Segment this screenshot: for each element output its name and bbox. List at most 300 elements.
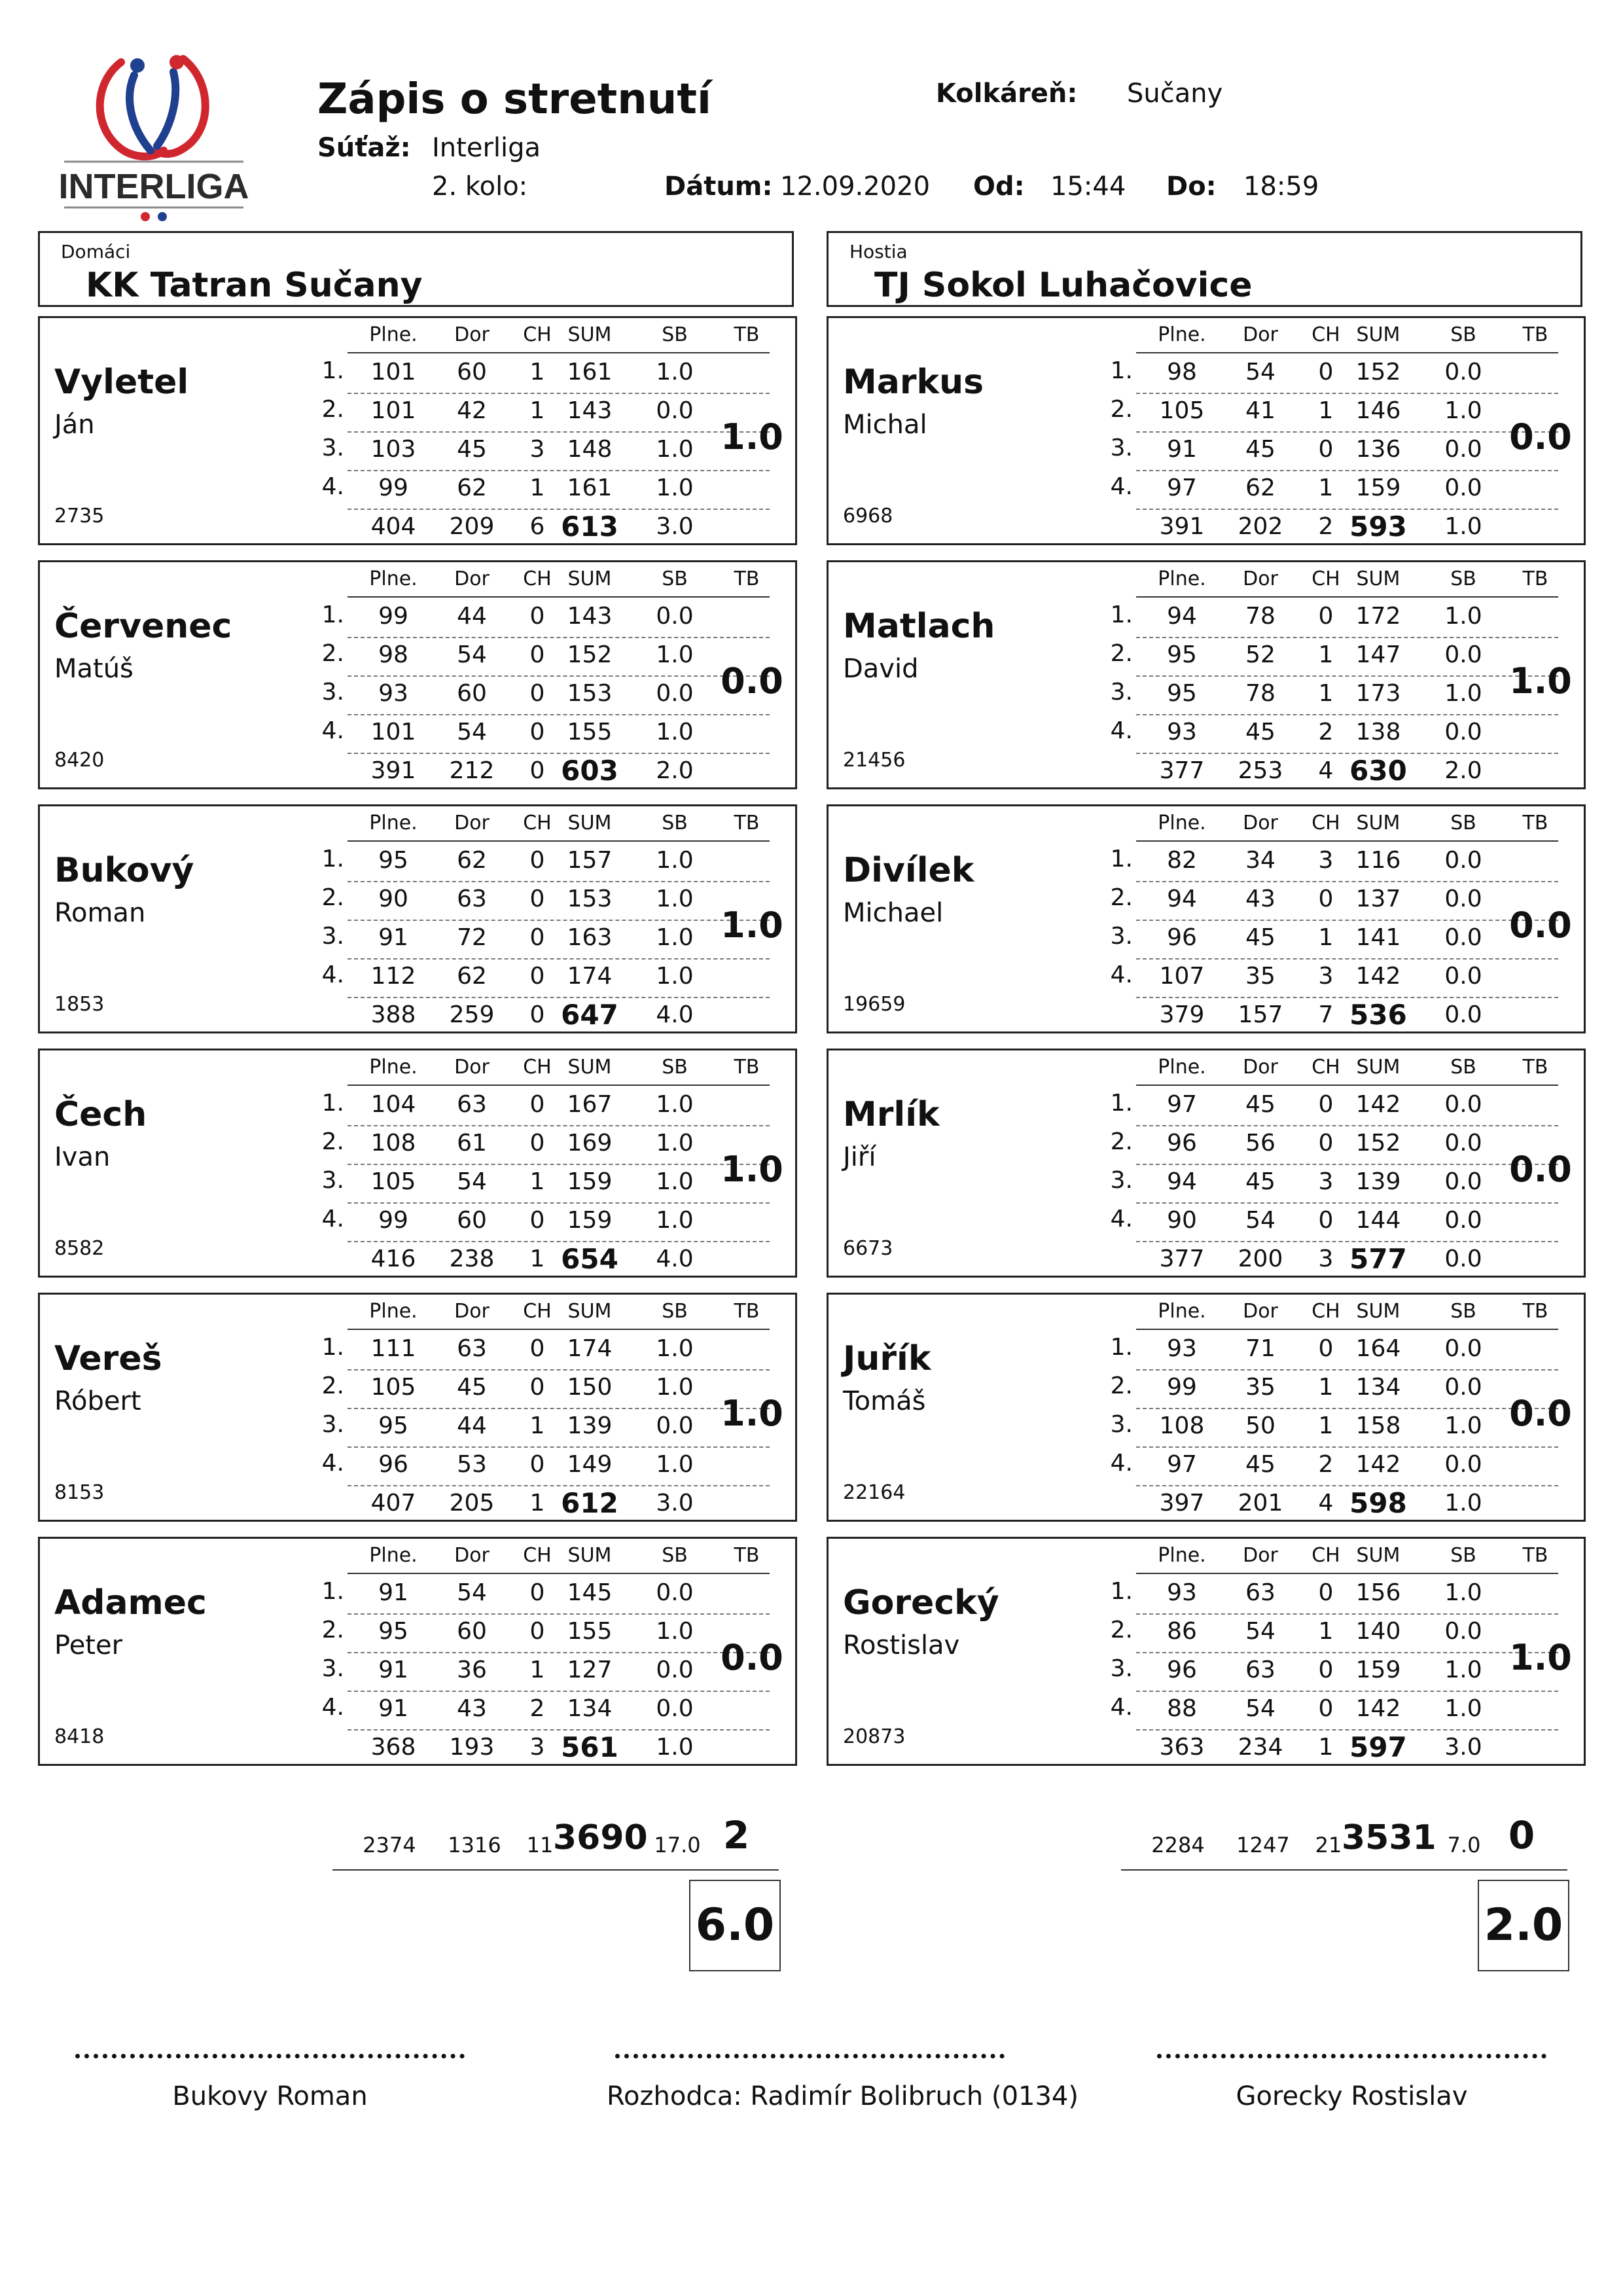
score-cell: 95 bbox=[1167, 680, 1197, 707]
score-cell: 62 bbox=[457, 847, 487, 874]
score-cell: 0 bbox=[529, 924, 545, 951]
date-value: 12.09.2020 bbox=[780, 171, 931, 202]
player-tb-value: 1.0 bbox=[721, 905, 783, 946]
score-cell: 91 bbox=[378, 924, 408, 951]
score-cell: 34 bbox=[1245, 847, 1275, 874]
player-total-cell: 259 bbox=[449, 1001, 495, 1028]
home-total-plne: 2374 bbox=[363, 1833, 416, 1857]
score-cell: 0.0 bbox=[1444, 641, 1482, 668]
player-tb-value: 0.0 bbox=[1509, 416, 1572, 457]
column-header: Plne. bbox=[369, 567, 418, 590]
score-cell: 1.0 bbox=[656, 1618, 694, 1645]
row-number: 3. bbox=[1110, 435, 1133, 461]
score-cell: 0.0 bbox=[1444, 1168, 1482, 1195]
score-cell: 146 bbox=[1355, 397, 1401, 424]
row-number: 4. bbox=[321, 1450, 344, 1477]
row-number: 1. bbox=[1110, 357, 1133, 384]
score-cell: 139 bbox=[1355, 1168, 1401, 1195]
player-total-cell: 630 bbox=[1349, 755, 1407, 787]
score-cell: 90 bbox=[378, 886, 408, 912]
score-cell: 155 bbox=[567, 719, 613, 745]
score-cell: 54 bbox=[457, 1579, 487, 1606]
row-number: 2. bbox=[1110, 396, 1133, 423]
away-total-sum: 3531 bbox=[1342, 1818, 1436, 1857]
score-cell: 0 bbox=[529, 1618, 545, 1645]
player-firstname: David bbox=[843, 654, 919, 684]
score-cell: 2 bbox=[1318, 1451, 1334, 1478]
column-header: TB bbox=[1522, 567, 1548, 590]
column-header: Dor bbox=[454, 1544, 490, 1567]
score-cell: 94 bbox=[1167, 1168, 1197, 1195]
end-time-label: Do: bbox=[1166, 171, 1217, 202]
score-cell: 1 bbox=[1318, 1374, 1334, 1401]
score-cell: 94 bbox=[1167, 886, 1197, 912]
score-cell: 141 bbox=[1355, 924, 1401, 951]
score-cell: 1 bbox=[1318, 924, 1334, 951]
score-cell: 94 bbox=[1167, 603, 1197, 630]
row-number: 2. bbox=[1110, 1128, 1133, 1155]
score-cell: 107 bbox=[1159, 963, 1205, 990]
column-header: CH bbox=[1311, 567, 1340, 590]
score-cell: 0.0 bbox=[656, 1695, 694, 1722]
column-header: Plne. bbox=[1158, 1056, 1206, 1079]
player-firstname: Matúš bbox=[54, 654, 134, 684]
score-cell: 3 bbox=[1318, 1168, 1334, 1195]
row-number: 4. bbox=[1110, 1206, 1133, 1232]
score-cell: 61 bbox=[457, 1130, 487, 1157]
date-label: Dátum: bbox=[664, 171, 773, 202]
row-number: 1. bbox=[321, 1334, 344, 1361]
player-total-cell: 368 bbox=[370, 1734, 416, 1761]
score-cell: 1.0 bbox=[1444, 397, 1482, 424]
score-cell: 91 bbox=[378, 1657, 408, 1683]
column-header: CH bbox=[1311, 323, 1340, 346]
score-cell: 1.0 bbox=[1444, 603, 1482, 630]
player-total-cell: 3.0 bbox=[656, 1490, 694, 1516]
column-header: TB bbox=[1522, 323, 1548, 346]
score-cell: 159 bbox=[567, 1207, 613, 1234]
column-header: Dor bbox=[1243, 323, 1278, 346]
score-cell: 0 bbox=[529, 603, 545, 630]
column-header: Dor bbox=[454, 1300, 490, 1323]
column-header: SB bbox=[662, 812, 688, 834]
away-caption: Hostia bbox=[849, 241, 908, 262]
score-cell: 103 bbox=[370, 436, 416, 463]
column-header: Plne. bbox=[1158, 812, 1206, 834]
column-header: SUM bbox=[567, 323, 612, 346]
player-id: 8153 bbox=[54, 1481, 105, 1504]
player-id: 19659 bbox=[843, 993, 906, 1016]
player-total-cell: 379 bbox=[1159, 1001, 1205, 1028]
player-total-cell: 2.0 bbox=[656, 757, 694, 784]
score-cell: 93 bbox=[1167, 1579, 1197, 1606]
round-label: 2. kolo: bbox=[432, 171, 528, 202]
column-header: Plne. bbox=[369, 323, 418, 346]
score-cell: 0.0 bbox=[1444, 359, 1482, 386]
score-cell: 174 bbox=[567, 963, 613, 990]
player-total-cell: 536 bbox=[1349, 999, 1407, 1031]
score-cell: 0 bbox=[1318, 1579, 1334, 1606]
score-cell: 143 bbox=[567, 397, 613, 424]
score-cell: 108 bbox=[1159, 1412, 1205, 1439]
column-header: Dor bbox=[454, 323, 490, 346]
column-header: SUM bbox=[1356, 1544, 1400, 1567]
score-cell: 98 bbox=[378, 641, 408, 668]
column-header: TB bbox=[734, 1300, 760, 1323]
player-tb-value: 0.0 bbox=[721, 660, 783, 702]
score-cell: 116 bbox=[1355, 847, 1401, 874]
player-firstname: Michael bbox=[843, 898, 944, 928]
score-cell: 111 bbox=[370, 1335, 416, 1362]
score-cell: 62 bbox=[457, 475, 487, 501]
score-cell: 139 bbox=[567, 1412, 613, 1439]
player-total-cell: 593 bbox=[1349, 511, 1407, 543]
score-cell: 0 bbox=[1318, 1695, 1334, 1722]
score-cell: 0 bbox=[1318, 1335, 1334, 1362]
score-cell: 1 bbox=[1318, 1618, 1334, 1645]
score-cell: 96 bbox=[378, 1451, 408, 1478]
column-header: CH bbox=[523, 323, 552, 346]
row-number: 2. bbox=[321, 396, 344, 423]
score-cell: 0 bbox=[529, 1374, 545, 1401]
player-total-cell: 4 bbox=[1318, 1490, 1334, 1516]
score-cell: 1.0 bbox=[656, 719, 694, 745]
score-cell: 1.0 bbox=[1444, 1657, 1482, 1683]
score-cell: 96 bbox=[1167, 1657, 1197, 1683]
column-header: TB bbox=[734, 1544, 760, 1567]
score-cell: 152 bbox=[567, 641, 613, 668]
score-cell: 145 bbox=[567, 1579, 613, 1606]
score-cell: 97 bbox=[1167, 1091, 1197, 1118]
score-cell: 90 bbox=[1167, 1207, 1197, 1234]
score-cell: 0 bbox=[529, 847, 545, 874]
home-team-name: KK Tatran Sučany bbox=[86, 266, 423, 305]
score-cell: 93 bbox=[1167, 1335, 1197, 1362]
player-total-cell: 193 bbox=[449, 1734, 495, 1761]
player-total-cell: 404 bbox=[370, 513, 416, 540]
score-cell: 45 bbox=[1245, 1451, 1275, 1478]
player-total-cell: 1 bbox=[1318, 1734, 1334, 1761]
column-header: CH bbox=[523, 1544, 552, 1567]
player-id: 8418 bbox=[54, 1725, 105, 1748]
column-header: SB bbox=[1450, 323, 1476, 346]
score-cell: 0.0 bbox=[1444, 1091, 1482, 1118]
column-header: SB bbox=[662, 1056, 688, 1079]
row-number: 4. bbox=[321, 717, 344, 744]
column-header: Dor bbox=[1243, 567, 1278, 590]
score-cell: 3 bbox=[1318, 963, 1334, 990]
away-total-sb: 7.0 bbox=[1447, 1833, 1481, 1857]
score-cell: 63 bbox=[457, 1091, 487, 1118]
score-cell: 60 bbox=[457, 359, 487, 386]
player-total-cell: 1.0 bbox=[1444, 513, 1482, 540]
player-total-cell: 0.0 bbox=[1444, 1246, 1482, 1272]
row-number: 2. bbox=[321, 1128, 344, 1155]
score-cell: 108 bbox=[370, 1130, 416, 1157]
score-cell: 43 bbox=[457, 1695, 487, 1722]
row-number: 3. bbox=[321, 1411, 344, 1438]
score-cell: 0.0 bbox=[656, 397, 694, 424]
score-cell: 147 bbox=[1355, 641, 1401, 668]
score-cell: 96 bbox=[1167, 924, 1197, 951]
score-cell: 35 bbox=[1245, 1374, 1275, 1401]
column-header: TB bbox=[1522, 1544, 1548, 1567]
player-total-cell: 377 bbox=[1159, 1246, 1205, 1272]
away-total-dor: 1247 bbox=[1236, 1833, 1290, 1857]
score-cell: 101 bbox=[370, 719, 416, 745]
row-number: 1. bbox=[1110, 1334, 1133, 1361]
score-cell: 50 bbox=[1245, 1412, 1275, 1439]
score-cell: 1.0 bbox=[656, 924, 694, 951]
player-surname: Vereš bbox=[54, 1339, 162, 1378]
row-number: 1. bbox=[1110, 1090, 1133, 1117]
score-cell: 54 bbox=[457, 1168, 487, 1195]
score-cell: 82 bbox=[1167, 847, 1197, 874]
score-cell: 45 bbox=[1245, 436, 1275, 463]
score-cell: 142 bbox=[1355, 963, 1401, 990]
score-cell: 99 bbox=[378, 1207, 408, 1234]
row-number: 2. bbox=[1110, 640, 1133, 667]
row-number: 4. bbox=[321, 961, 344, 988]
column-header: SUM bbox=[567, 1300, 612, 1323]
score-cell: 149 bbox=[567, 1451, 613, 1478]
score-cell: 0.0 bbox=[1444, 847, 1482, 874]
player-total-cell: 391 bbox=[370, 757, 416, 784]
svg-text:INTERLIGA: INTERLIGA bbox=[59, 167, 249, 206]
player-total-cell: 200 bbox=[1238, 1246, 1283, 1272]
home-total-ch: 11 bbox=[526, 1833, 554, 1857]
row-number: 4. bbox=[321, 473, 344, 500]
score-cell: 0 bbox=[529, 1335, 545, 1362]
home-player-card bbox=[38, 1049, 797, 1278]
player-total-cell: 612 bbox=[561, 1487, 618, 1519]
column-header: TB bbox=[1522, 1300, 1548, 1323]
player-total-cell: 212 bbox=[449, 757, 495, 784]
column-header: SUM bbox=[567, 1056, 612, 1079]
score-cell: 0 bbox=[529, 1130, 545, 1157]
player-total-cell: 2.0 bbox=[1444, 757, 1482, 784]
player-total-cell: 238 bbox=[449, 1246, 495, 1272]
score-cell: 63 bbox=[457, 1335, 487, 1362]
score-cell: 97 bbox=[1167, 1451, 1197, 1478]
referee-name: Rozhodca: Radimír Bolibruch (0134) bbox=[607, 2081, 1079, 2111]
score-cell: 0 bbox=[529, 641, 545, 668]
score-cell: 96 bbox=[1167, 1130, 1197, 1157]
column-header: Dor bbox=[1243, 1544, 1278, 1567]
column-header: SB bbox=[662, 323, 688, 346]
score-cell: 1.0 bbox=[656, 847, 694, 874]
score-cell: 101 bbox=[370, 397, 416, 424]
player-total-cell: 157 bbox=[1238, 1001, 1283, 1028]
row-number: 3. bbox=[321, 1167, 344, 1194]
player-firstname: Ján bbox=[54, 410, 95, 440]
row-number: 4. bbox=[1110, 961, 1133, 988]
column-header: SB bbox=[1450, 567, 1476, 590]
player-total-cell: 201 bbox=[1238, 1490, 1283, 1516]
score-cell: 91 bbox=[378, 1695, 408, 1722]
home-caption: Domáci bbox=[61, 241, 131, 262]
player-total-cell: 7 bbox=[1318, 1001, 1334, 1028]
score-cell: 127 bbox=[567, 1657, 613, 1683]
player-total-cell: 234 bbox=[1238, 1734, 1283, 1761]
score-cell: 104 bbox=[370, 1091, 416, 1118]
score-cell: 1.0 bbox=[1444, 1695, 1482, 1722]
score-cell: 137 bbox=[1355, 886, 1401, 912]
score-cell: 1.0 bbox=[656, 1207, 694, 1234]
player-firstname: Roman bbox=[54, 898, 146, 928]
row-number: 4. bbox=[321, 1694, 344, 1721]
away-player-card bbox=[827, 316, 1586, 545]
score-cell: 71 bbox=[1245, 1335, 1275, 1362]
column-header: SUM bbox=[1356, 323, 1400, 346]
score-cell: 1.0 bbox=[1444, 1412, 1482, 1439]
score-cell: 1.0 bbox=[656, 1130, 694, 1157]
score-cell: 142 bbox=[1355, 1451, 1401, 1478]
row-number: 3. bbox=[1110, 1655, 1133, 1682]
score-cell: 62 bbox=[457, 963, 487, 990]
row-number: 3. bbox=[1110, 1167, 1133, 1194]
score-cell: 155 bbox=[567, 1618, 613, 1645]
row-number: 4. bbox=[1110, 1450, 1133, 1477]
home-team-header bbox=[38, 231, 794, 307]
player-total-cell: 4.0 bbox=[656, 1001, 694, 1028]
score-cell: 0 bbox=[529, 1451, 545, 1478]
player-tb-value: 1.0 bbox=[721, 416, 783, 457]
home-final-score: 6.0 bbox=[689, 1880, 781, 1971]
score-cell: 1.0 bbox=[656, 641, 694, 668]
score-cell: 63 bbox=[1245, 1579, 1275, 1606]
player-surname: Markus bbox=[843, 363, 984, 402]
player-id: 6968 bbox=[843, 505, 893, 528]
score-cell: 105 bbox=[370, 1168, 416, 1195]
score-cell: 142 bbox=[1355, 1091, 1401, 1118]
player-total-cell: 388 bbox=[370, 1001, 416, 1028]
row-number: 4. bbox=[321, 1206, 344, 1232]
player-id: 6673 bbox=[843, 1237, 893, 1260]
score-cell: 45 bbox=[457, 436, 487, 463]
row-number: 2. bbox=[321, 640, 344, 667]
score-cell: 93 bbox=[378, 680, 408, 707]
score-cell: 97 bbox=[1167, 475, 1197, 501]
player-id: 22164 bbox=[843, 1481, 906, 1504]
player-tb-value: 0.0 bbox=[1509, 1149, 1572, 1190]
home-signature-line bbox=[75, 2054, 465, 2058]
score-cell: 0.0 bbox=[1444, 1374, 1482, 1401]
score-cell: 60 bbox=[457, 680, 487, 707]
player-total-cell: 416 bbox=[370, 1246, 416, 1272]
away-player-card bbox=[827, 1293, 1586, 1522]
score-cell: 1.0 bbox=[656, 963, 694, 990]
score-cell: 1.0 bbox=[656, 359, 694, 386]
player-total-cell: 1.0 bbox=[656, 1734, 694, 1761]
score-cell: 95 bbox=[378, 1618, 408, 1645]
player-firstname: Tomáš bbox=[843, 1386, 926, 1416]
away-total-points: 0 bbox=[1508, 1813, 1535, 1857]
score-cell: 0.0 bbox=[656, 1657, 694, 1683]
score-cell: 0 bbox=[529, 680, 545, 707]
score-cell: 150 bbox=[567, 1374, 613, 1401]
home-total-sum: 3690 bbox=[553, 1818, 648, 1857]
score-cell: 0 bbox=[529, 963, 545, 990]
score-cell: 0 bbox=[1318, 1207, 1334, 1234]
column-header: Dor bbox=[1243, 1300, 1278, 1323]
column-header: SB bbox=[1450, 812, 1476, 834]
row-number: 4. bbox=[1110, 473, 1133, 500]
score-cell: 1 bbox=[529, 1657, 545, 1683]
end-time-value: 18:59 bbox=[1243, 171, 1319, 202]
score-cell: 0 bbox=[1318, 1130, 1334, 1157]
column-header: CH bbox=[523, 1300, 552, 1323]
player-total-cell: 4.0 bbox=[656, 1246, 694, 1272]
row-number: 4. bbox=[1110, 1694, 1133, 1721]
score-cell: 1.0 bbox=[1444, 1579, 1482, 1606]
home-player-card bbox=[38, 1293, 797, 1522]
score-cell: 134 bbox=[567, 1695, 613, 1722]
home-player-card bbox=[38, 1537, 797, 1766]
player-tb-value: 0.0 bbox=[1509, 905, 1572, 946]
score-cell: 174 bbox=[567, 1335, 613, 1362]
player-surname: Divílek bbox=[843, 851, 974, 890]
score-cell: 1 bbox=[1318, 680, 1334, 707]
score-cell: 0.0 bbox=[1444, 886, 1482, 912]
away-captain-name: Gorecky Rostislav bbox=[1236, 2081, 1468, 2111]
player-surname: Čech bbox=[54, 1095, 147, 1134]
player-tb-value: 0.0 bbox=[1509, 1393, 1572, 1434]
player-surname: Juřík bbox=[843, 1339, 931, 1378]
column-header: Plne. bbox=[369, 1300, 418, 1323]
column-header: Plne. bbox=[1158, 323, 1206, 346]
score-cell: 161 bbox=[567, 475, 613, 501]
player-total-cell: 209 bbox=[449, 513, 495, 540]
score-cell: 0.0 bbox=[1444, 1130, 1482, 1157]
score-cell: 148 bbox=[567, 436, 613, 463]
column-header: SUM bbox=[1356, 1056, 1400, 1079]
row-number: 2. bbox=[1110, 1617, 1133, 1643]
player-total-cell: 1 bbox=[529, 1490, 545, 1516]
score-cell: 54 bbox=[1245, 1207, 1275, 1234]
score-cell: 62 bbox=[1245, 475, 1275, 501]
player-tb-value: 1.0 bbox=[721, 1149, 783, 1190]
player-surname: Bukový bbox=[54, 851, 194, 890]
player-surname: Gorecký bbox=[843, 1583, 999, 1623]
row-number: 3. bbox=[321, 435, 344, 461]
column-header: CH bbox=[523, 812, 552, 834]
score-cell: 91 bbox=[378, 1579, 408, 1606]
score-cell: 88 bbox=[1167, 1695, 1197, 1722]
score-cell: 1.0 bbox=[656, 1451, 694, 1478]
score-cell: 152 bbox=[1355, 1130, 1401, 1157]
away-final-score: 2.0 bbox=[1478, 1880, 1569, 1971]
score-cell: 95 bbox=[1167, 641, 1197, 668]
score-cell: 0.0 bbox=[1444, 963, 1482, 990]
score-cell: 140 bbox=[1355, 1618, 1401, 1645]
score-cell: 134 bbox=[1355, 1374, 1401, 1401]
score-cell: 44 bbox=[457, 603, 487, 630]
score-cell: 44 bbox=[457, 1412, 487, 1439]
player-total-cell: 1.0 bbox=[1444, 1490, 1482, 1516]
column-header: Plne. bbox=[1158, 567, 1206, 590]
row-number: 1. bbox=[321, 846, 344, 872]
score-cell: 60 bbox=[457, 1207, 487, 1234]
away-team-name: TJ Sokol Luhačovice bbox=[874, 266, 1253, 305]
score-cell: 45 bbox=[1245, 924, 1275, 951]
score-cell: 3 bbox=[529, 436, 545, 463]
score-cell: 0.0 bbox=[1444, 719, 1482, 745]
player-total-cell: 407 bbox=[370, 1490, 416, 1516]
column-header: Plne. bbox=[1158, 1544, 1206, 1567]
row-number: 3. bbox=[321, 679, 344, 706]
column-header: CH bbox=[523, 567, 552, 590]
